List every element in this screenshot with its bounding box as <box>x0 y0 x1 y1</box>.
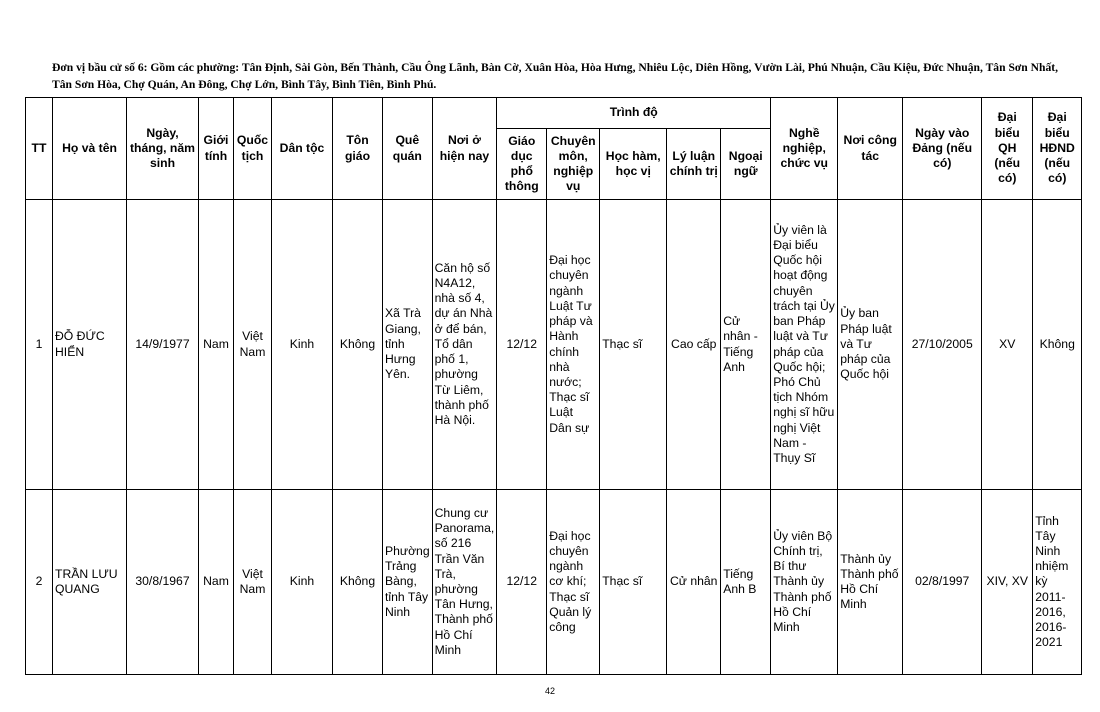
cell-tt: 2 <box>26 490 53 675</box>
header-party-date: Ngày vào Đảng (nếu có) <box>903 98 982 200</box>
cell-language: Cử nhân - Tiếng Anh <box>721 200 771 490</box>
cell-tt: 1 <box>26 200 53 490</box>
header-council-delegate: Đại biểu HĐND (nếu có) <box>1033 98 1082 200</box>
header-dob: Ngày, tháng, năm sinh <box>127 98 199 200</box>
cell-ethnicity: Kinh <box>272 490 333 675</box>
header-occupation: Nghề nghiệp, chức vụ <box>771 98 838 200</box>
table-row <box>26 200 1082 490</box>
page-number: 42 <box>544 686 555 696</box>
cell-hometown: Phường Trảng Bàng, tỉnh Tây Ninh <box>383 490 433 675</box>
cell-degree: Thạc sĩ <box>600 490 667 675</box>
cell-degree: Thạc sĩ <box>600 200 667 490</box>
candidate-table <box>25 97 1082 675</box>
cell-residence: Căn hộ số N4A12, nhà số 4, dự án Nhà ở để bán, Tổ dân phố 1, phường Từ Liêm, thành phố Hà Nội. <box>432 200 497 490</box>
cell-dob: 14/9/1977 <box>127 200 199 490</box>
header-language: Ngoại ngữ <box>721 129 771 200</box>
cell-politics: Cao cấp <box>667 200 721 490</box>
cell-occupation: Ủy viên Bộ Chính trị, Bí thư Thành ủy Thành phố Hồ Chí Minh <box>771 490 838 675</box>
header-ethnicity: Dân tộc <box>272 98 333 200</box>
cell-hometown: Xã Trà Giang, tỉnh Hưng Yên. <box>383 200 433 490</box>
cell-residence: Chung cư Panorama, số 216 Trần Văn Trà, phường Tân Hưng, Thành phố Hồ Chí Minh <box>432 490 497 675</box>
constituency-note: Đơn vị bầu cử số 6: Gồm các phường: Tân Định, Sài Gòn, Bến Thành, Cầu Ông Lãnh, Bàn Cờ, Xuân Hòa, Hòa Hưng, Nhiêu Lộc, Diên Hồng, Vườn Lài, Phú Nhuận, Cầu Kiệu, Đức Nhuận, Tân Sơn Nhất, Tân Sơn Hòa, Chợ Quán, An Đông, Chợ Lớn, Bình Tây, Bình Tiên, Bình Phú. <box>52 61 1059 91</box>
header-general-edu: Giáo dục phổ thông <box>497 129 547 200</box>
header-politics: Lý luận chính trị <box>667 129 721 200</box>
cell-politics: Cử nhân <box>667 490 721 675</box>
header-residence: Nơi ở hiện nay <box>432 98 497 200</box>
header-hometown: Quê quán <box>383 98 433 200</box>
cell-name: TRẦN LƯU QUANG <box>53 490 127 675</box>
cell-religion: Không <box>333 200 383 490</box>
cell-na-delegate: XV <box>982 200 1033 490</box>
cell-party-date: 27/10/2005 <box>903 200 982 490</box>
header-education-group: Trình độ <box>497 98 771 129</box>
header-workplace: Nơi công tác <box>838 98 903 200</box>
cell-name: ĐỖ ĐỨC HIỂN <box>53 200 127 490</box>
cell-council-delegate: Tỉnh Tây Ninh nhiệm kỳ 2011-2016, 2016-2021 <box>1033 490 1082 675</box>
cell-occupation: Ủy viên là Đại biểu Quốc hội hoạt động chuyên trách tại Ủy ban Pháp luật và Tư pháp của Quốc hội; Phó Chủ tịch Nhóm nghị sĩ hữu nghị Việt Nam - Thụy Sĩ <box>771 200 838 490</box>
table-row <box>26 490 1082 675</box>
header-degree: Học hàm, học vị <box>600 129 667 200</box>
cell-specialty: Đại học chuyên ngành cơ khí; Thạc sĩ Quản lý công <box>547 490 600 675</box>
cell-council-delegate: Không <box>1033 200 1082 490</box>
header-tt: TT <box>26 98 53 200</box>
cell-gender: Nam <box>199 490 234 675</box>
cell-general-edu: 12/12 <box>497 490 547 675</box>
cell-gender: Nam <box>199 200 234 490</box>
header-na-delegate: Đại biểu QH (nếu có) <box>982 98 1033 200</box>
cell-general-edu: 12/12 <box>497 200 547 490</box>
header-name: Họ và tên <box>53 98 127 200</box>
header-gender: Giới tính <box>199 98 234 200</box>
header-nationality: Quốc tịch <box>234 98 272 200</box>
cell-nationality: Việt Nam <box>234 490 272 675</box>
cell-dob: 30/8/1967 <box>127 490 199 675</box>
cell-workplace: Ủy ban Pháp luật và Tư pháp của Quốc hội <box>838 200 903 490</box>
cell-specialty: Đại học chuyên ngành Luật Tư pháp và Hành chính nhà nước; Thạc sĩ Luật Dân sự <box>547 200 600 490</box>
cell-nationality: Việt Nam <box>234 200 272 490</box>
header-religion: Tôn giáo <box>333 98 383 200</box>
cell-language: Tiếng Anh B <box>721 490 771 675</box>
cell-na-delegate: XIV, XV <box>982 490 1033 675</box>
cell-party-date: 02/8/1997 <box>903 490 982 675</box>
header-specialty: Chuyên môn, nghiệp vụ <box>547 129 600 200</box>
cell-ethnicity: Kinh <box>272 200 333 490</box>
cell-workplace: Thành ủy Thành phố Hồ Chí Minh <box>838 490 903 675</box>
cell-religion: Không <box>333 490 383 675</box>
